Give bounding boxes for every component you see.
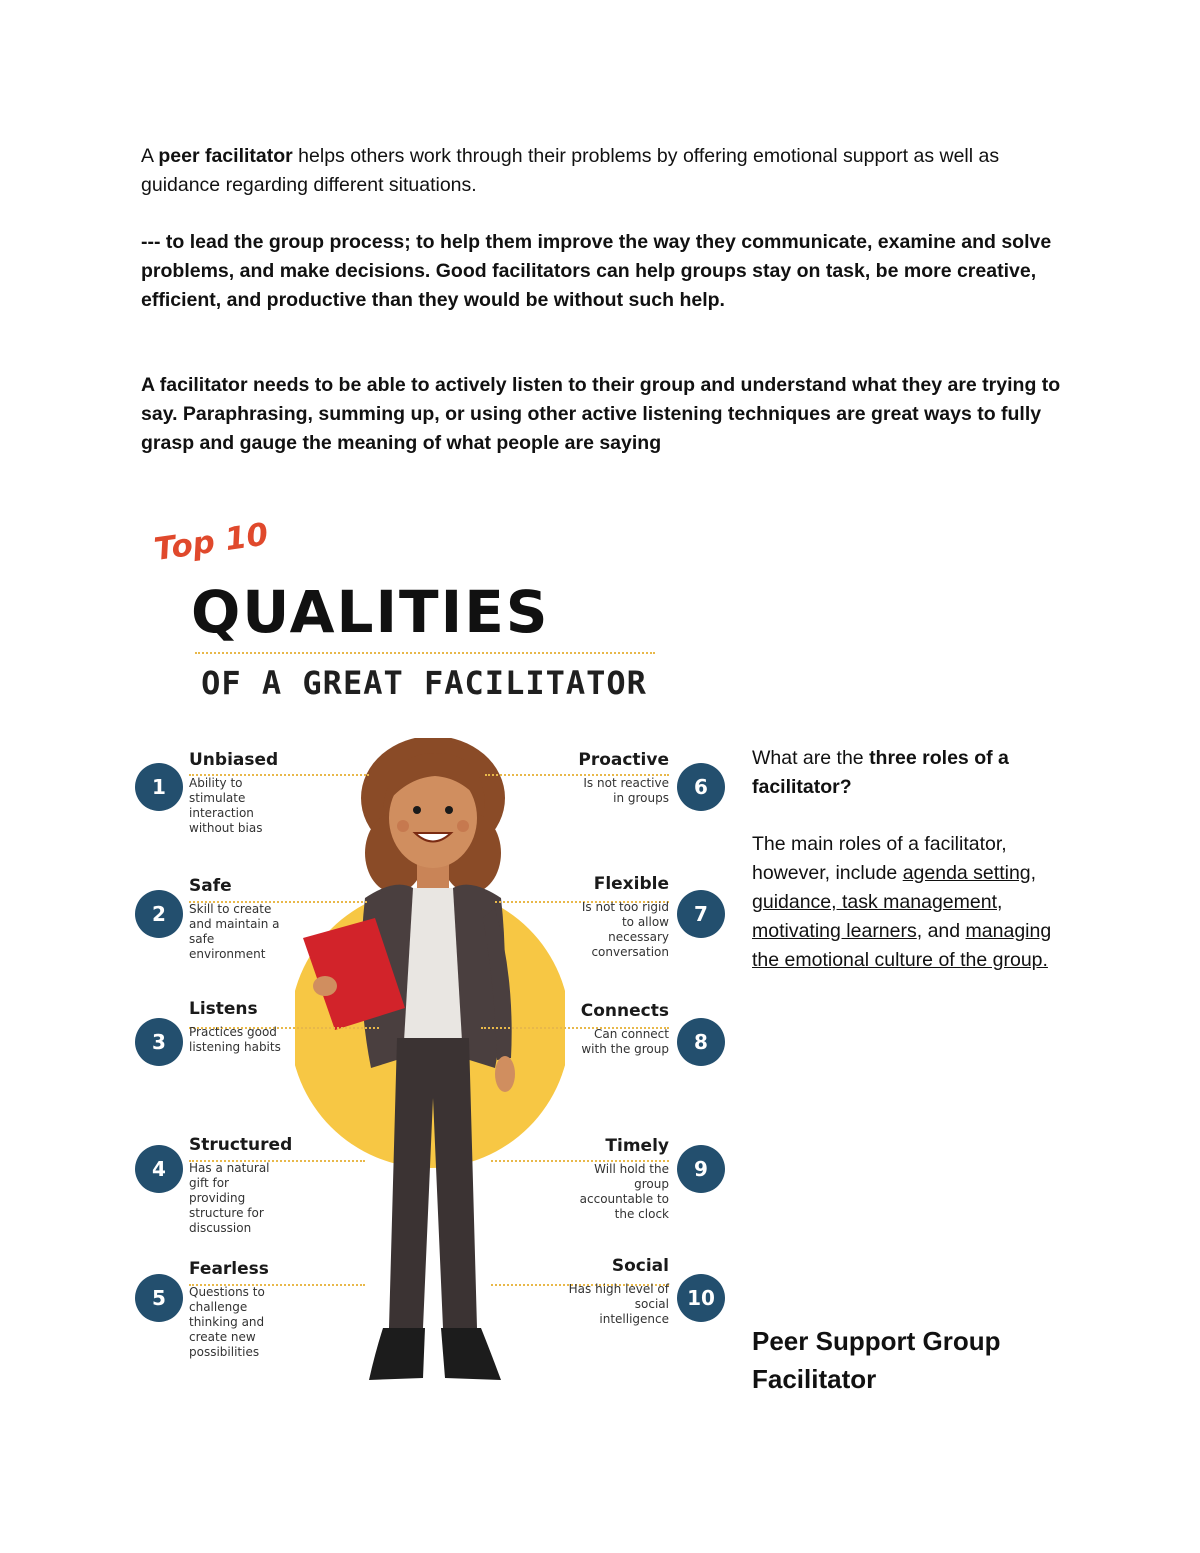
quality-number-badge: 1: [135, 763, 183, 811]
intro-term: peer facilitator: [158, 145, 293, 167]
quality-description: Is not too rigid to allow necessary conversation: [581, 900, 669, 959]
quality-description: Has high level of social intelligence: [568, 1282, 669, 1326]
question-bold: three roles of a facilitator?: [752, 747, 1009, 798]
quality-number-badge: 6: [677, 763, 725, 811]
quality-description: Questions to challenge thinking and create new possibilities: [189, 1285, 265, 1359]
quality-number-badge: 7: [677, 890, 725, 938]
quality-title: Fearless: [189, 1259, 269, 1279]
quality-item: [469, 1256, 669, 1327]
roles-answer: The main roles of a facilitator, however, include agenda setting, guidance, task management, motivating learners, and managing the emotional culture of the group.: [752, 833, 1052, 971]
title-divider: [195, 652, 655, 654]
trousers: [389, 1038, 477, 1328]
quality-number-badge: 8: [677, 1018, 725, 1066]
quality-title: Timely: [605, 1136, 669, 1156]
infographic-subtitle: OF A GREAT FACILITATOR: [201, 664, 647, 702]
quality-number-badge: 9: [677, 1145, 725, 1193]
role-agenda-link[interactable]: agenda setting: [902, 862, 1031, 884]
roles-sidebar: [752, 744, 1082, 975]
quality-description: Practices good listening habits: [189, 1025, 281, 1054]
role-guidance-link[interactable]: guidance, task management: [752, 891, 997, 913]
quality-description: Has a natural gift for providing structure for discussion: [189, 1161, 270, 1235]
intro-paragraph-2: --- to lead the group process; to help them improve the way they communicate, examine and solve problems, and make decisions. Good facilitators can help groups stay on task, be more creative, efficient, and productive than they would be without such help.: [141, 231, 1052, 311]
quality-number-badge: 4: [135, 1145, 183, 1193]
quality-title: Listens: [189, 999, 258, 1019]
quality-item: [469, 1136, 669, 1222]
quality-description: Is not reactive in groups: [583, 776, 669, 805]
quality-number-badge: 5: [135, 1274, 183, 1322]
qualities-infographic: [115, 512, 733, 1388]
quality-number-badge: 10: [677, 1274, 725, 1322]
quality-description: Will hold the group accountable to the clock: [579, 1162, 669, 1221]
role-motivating-link[interactable]: motivating learners: [752, 920, 917, 942]
quality-item: [189, 750, 389, 836]
quality-number-badge: 2: [135, 890, 183, 938]
quality-item: [189, 999, 389, 1055]
quality-title: Proactive: [578, 750, 669, 770]
question-prefix: What are the: [752, 747, 870, 769]
quality-item: [469, 1001, 669, 1057]
quality-title: Social: [611, 1256, 669, 1276]
quality-title: Connects: [580, 1001, 669, 1021]
infographic-title: QUALITIES: [191, 578, 550, 646]
roles-question: [752, 744, 1082, 802]
quality-title: Structured: [189, 1135, 293, 1155]
quality-item: [189, 1259, 389, 1360]
quality-item: [189, 876, 389, 962]
quality-title: Safe: [189, 876, 232, 896]
intro-paragraph-1: [141, 142, 1071, 200]
quality-item: [469, 750, 669, 806]
intro-p1-prefix: A: [141, 145, 159, 167]
role-emotional-culture-link[interactable]: managing the emotional culture of the group.: [752, 920, 1052, 971]
answer-prefix: The main roles of a facilitator, however, include: [752, 833, 1007, 884]
quality-description: Ability to stimulate interaction without bias: [189, 776, 263, 835]
quality-title: Flexible: [593, 874, 669, 894]
quality-title: Unbiased: [189, 750, 279, 770]
intro-p1-rest: helps others work through their problems by offering emotional support as well as guidance regarding different situations.: [141, 145, 1000, 196]
quality-number-badge: 3: [135, 1018, 183, 1066]
quality-item: [469, 874, 669, 960]
infographic-top-label: Top 10: [151, 516, 271, 568]
quality-description: Can connect with the group: [581, 1027, 669, 1056]
quality-item: [189, 1135, 389, 1236]
intro-paragraph-3: A facilitator needs to be able to actively listen to their group and understand what they are trying to say. Paraphrasing, summing up, or using other active listening techniques are great ways to fully grasp and gauge the meaning of what people are saying: [141, 374, 1061, 454]
footer-title: Peer Support Group Facilitator: [752, 1326, 1001, 1394]
quality-description: Skill to create and maintain a safe environment: [189, 902, 280, 961]
